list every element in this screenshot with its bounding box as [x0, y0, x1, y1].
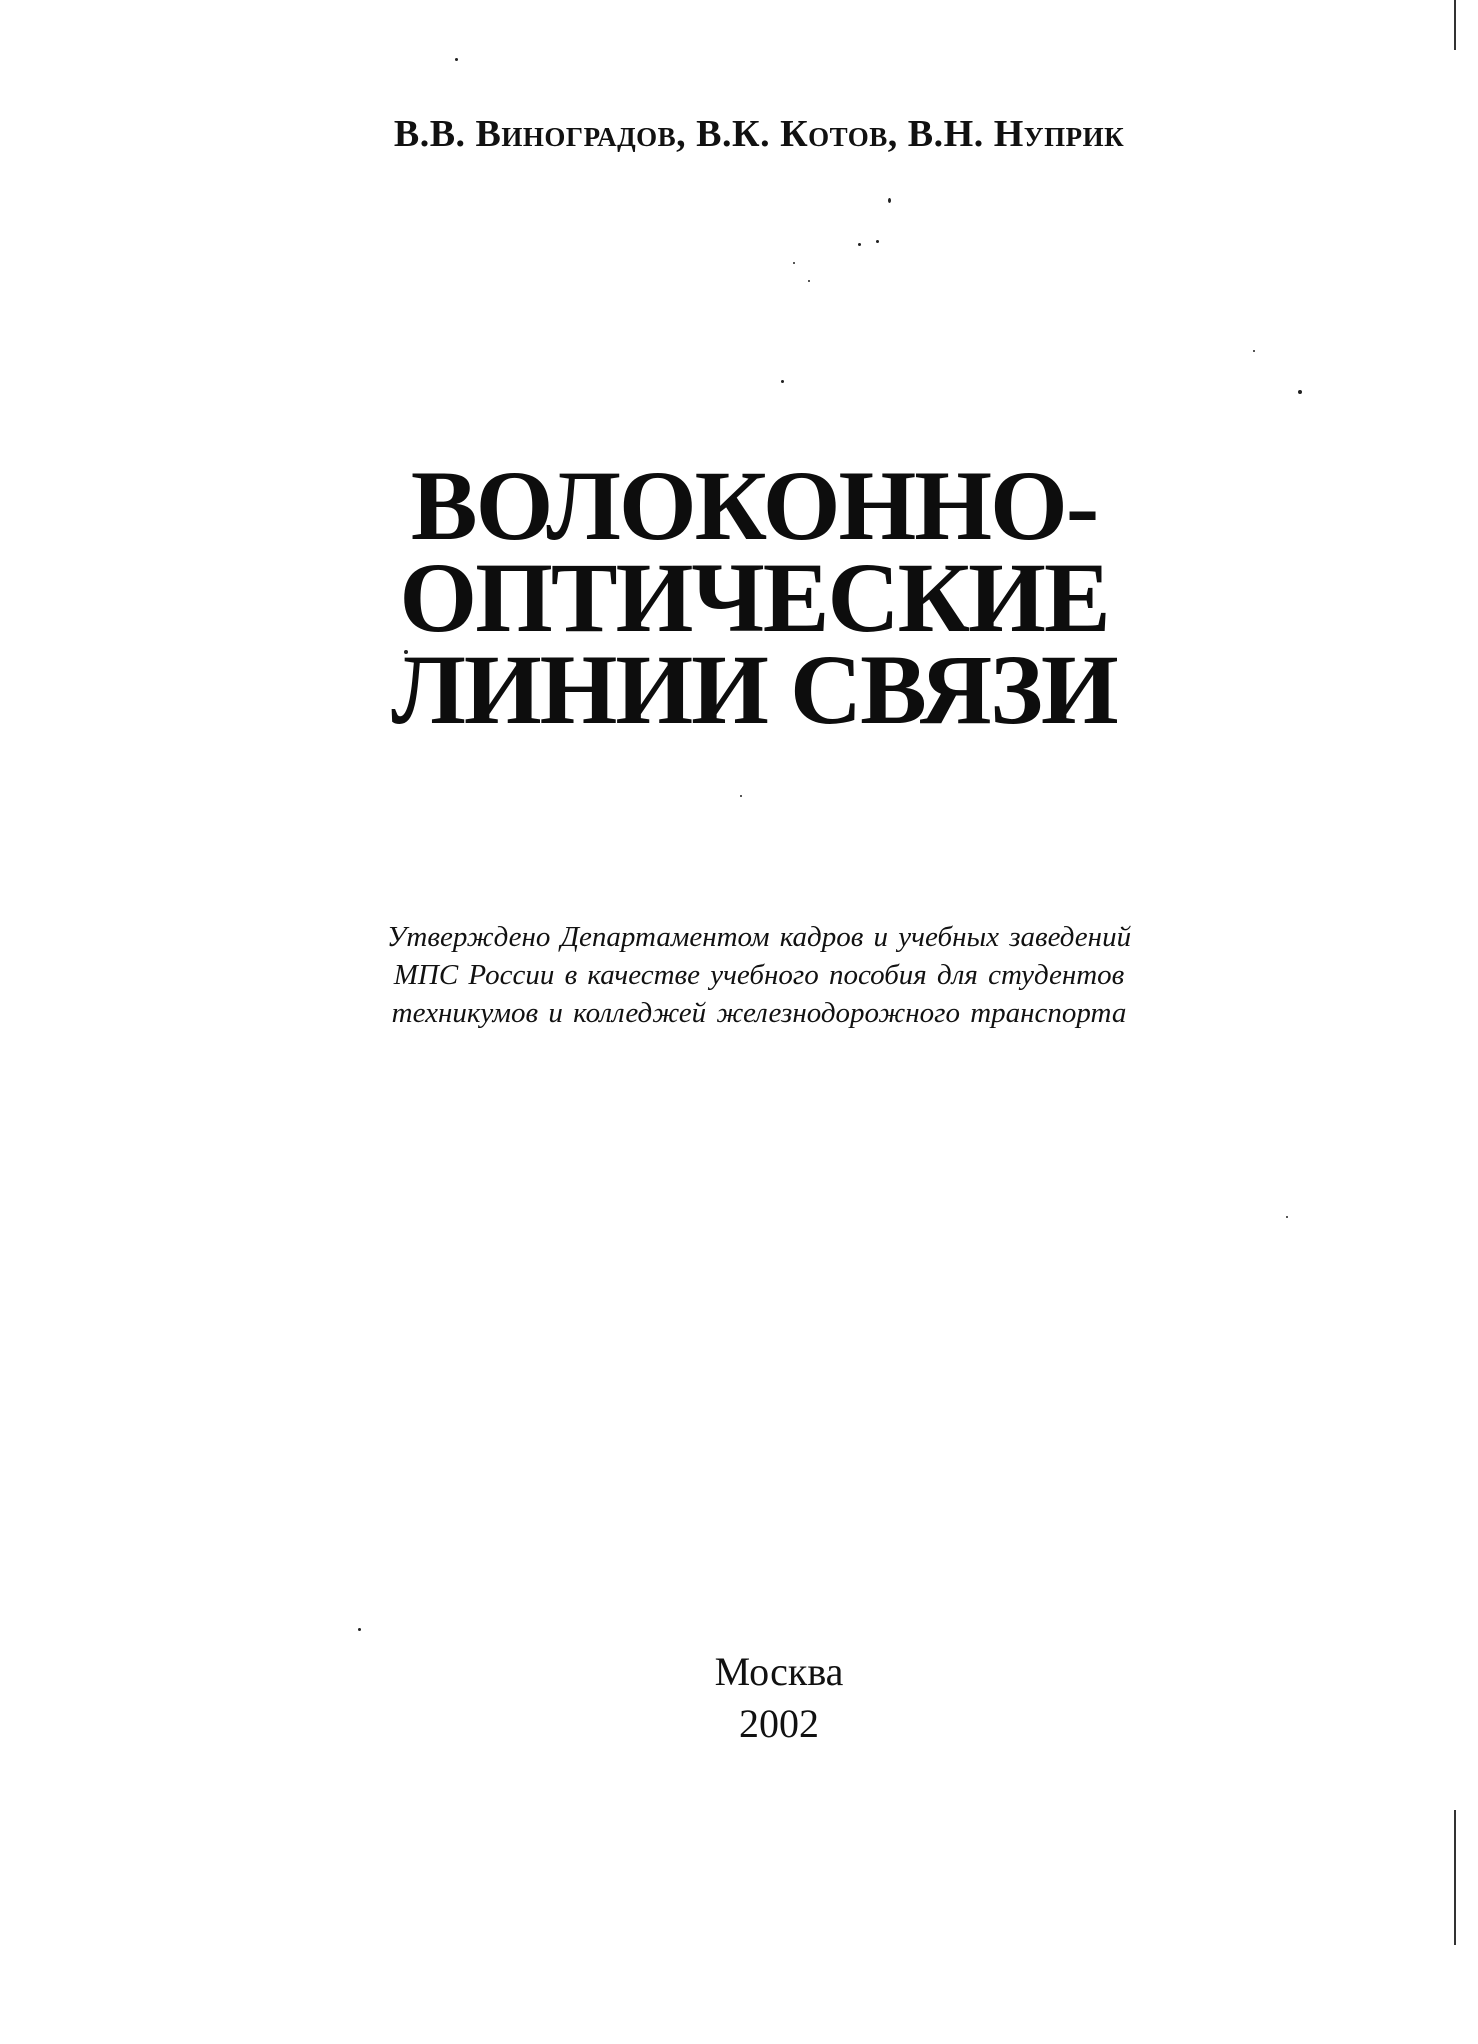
- scan-speck: [808, 280, 810, 282]
- title-line: ОПТИЧЕСКИЕ: [399, 542, 1109, 653]
- publication-year: 2002: [739, 1701, 819, 1746]
- scan-speck: [888, 198, 891, 203]
- scan-speck: [858, 243, 861, 246]
- scan-speck: [1286, 1216, 1288, 1218]
- publication-city: Москва: [714, 1649, 844, 1694]
- approval-line: техникумов и колледжей железнодорожного транспорта: [391, 997, 1127, 1029]
- scan-speck: [793, 262, 795, 264]
- authors: В.В. Виноградов, В.К. Котов, В.Н. Нуприк: [393, 113, 1125, 155]
- scan-speck: [455, 58, 458, 61]
- approval-note: [0, 918, 1478, 1032]
- scan-speck: [358, 1628, 361, 1631]
- scan-speck: [876, 240, 879, 243]
- book-title: [0, 450, 1478, 745]
- scan-speck: [781, 380, 784, 383]
- scan-edge-line: [1454, 1810, 1456, 1945]
- scan-speck: [1298, 390, 1302, 394]
- scan-speck: [740, 795, 742, 797]
- scan-speck: [1253, 350, 1255, 352]
- title-line: ВОЛОКОННО-: [410, 450, 1098, 561]
- title-line: ЛИНИИ СВЯЗИ: [391, 634, 1117, 745]
- scan-edge-line: [1454, 0, 1456, 50]
- approval-line: МПС России в качестве учебного пособия для студентов: [393, 959, 1125, 991]
- approval-line: Утверждено Департаментом кадров и учебных заведений: [386, 921, 1132, 953]
